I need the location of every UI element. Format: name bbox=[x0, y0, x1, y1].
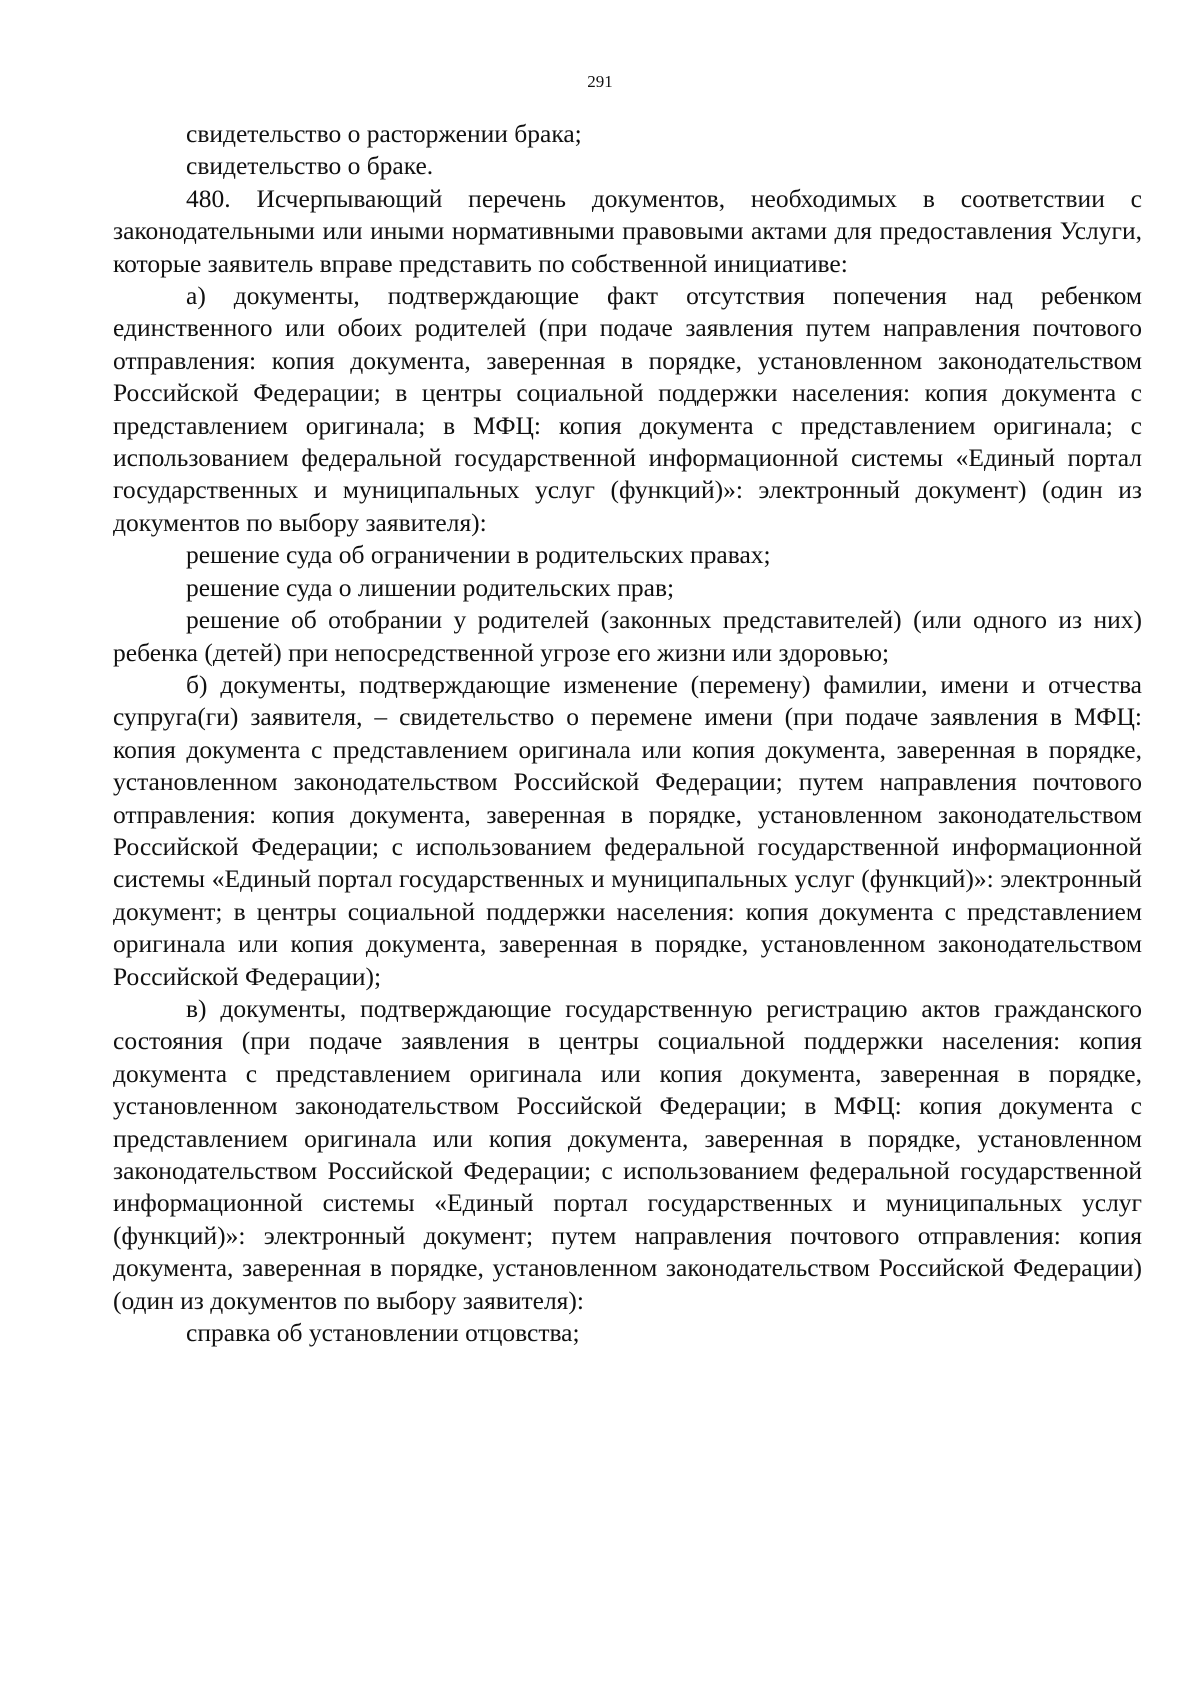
paragraph-marriage-certificate: свидетельство о браке. bbox=[186, 151, 434, 181]
paragraph-480-intro: 480. Исчерпывающий перечень документов, необходимых в соответствии с законодательными или иными нормативными правовыми актами для предоставления Услуги, которые заявитель вправе представить по собственной инициативе: bbox=[113, 183, 1142, 278]
document-body bbox=[113, 118, 1142, 1349]
paragraph-item-v: в) документы, подтверждающие государственную регистрацию актов гражданского состояния (при подаче заявления в центры социальной поддержки населения: копия документа с представлением оригинала или копия документа, заверенная в порядке, установленном законодательством Российской Федерации; в МФЦ: копия документа с представлением оригинала или копия документа, заверенная в порядке, установленном законодательством Российской Федерации; с использованием федеральной государственной информационной системы «Единый портал государственных и муниципальных услуг (функций)»: электронный документ; путем направления почтового отправления: копия документа, заверенная в порядке, установленном законодательством Российской Федерации) (один из документов по выбору заявителя): bbox=[113, 993, 1142, 1315]
paragraph-item-a: а) документы, подтверждающие факт отсутствия попечения над ребенком единственного или обоих родителей (при подаче заявления путем направления почтового отправления: копия документа, заверенная в порядке, установленном законодательством Российской Федерации; в центры социальной поддержки населения: копия документа с представлением оригинала; в МФЦ: копия документа с представлением оригинала; с использованием федеральной государственной информационной системы «Единый портал государственных и муниципальных услуг (функций)»: электронный документ) (один из документов по выбору заявителя): bbox=[113, 281, 1142, 537]
paragraph-court-deprivation: решение суда о лишении родительских прав; bbox=[186, 572, 675, 602]
paragraph-item-b: б) документы, подтверждающие изменение (перемену) фамилии, имени и отчества супруга(ги) заявителя, – свидетельство о перемене имени (при подаче заявления в МФЦ: копия документа с представлением оригинала или копия документа, заверенная в порядке, установленном законодательством Российской Федерации; путем направления почтового отправления: копия документа, заверенная в порядке, установленном законодательством Российской Федерации; с использованием федеральной государственной информационной системы «Единый портал государственных и муниципальных услуг (функций)»: электронный документ; в центры социальной поддержки населения: копия документа с представлением оригинала или копия документа, заверенная в порядке, установленном законодательством Российской Федерации); bbox=[113, 669, 1142, 991]
paragraph-divorce-certificate: свидетельство о расторжении брака; bbox=[186, 119, 582, 148]
paragraph-paternity-certificate: справка об установлении отцовства; bbox=[186, 1318, 580, 1348]
page-number: 291 bbox=[587, 72, 613, 91]
paragraph-court-restriction: решение суда об ограничении в родительских правах; bbox=[186, 540, 771, 570]
paragraph-child-removal: решение об отобрании у родителей (законных представителей) (или одного из них) ребенка (детей) при непосредственной угрозе его жизни или здоровью; bbox=[113, 605, 1142, 667]
